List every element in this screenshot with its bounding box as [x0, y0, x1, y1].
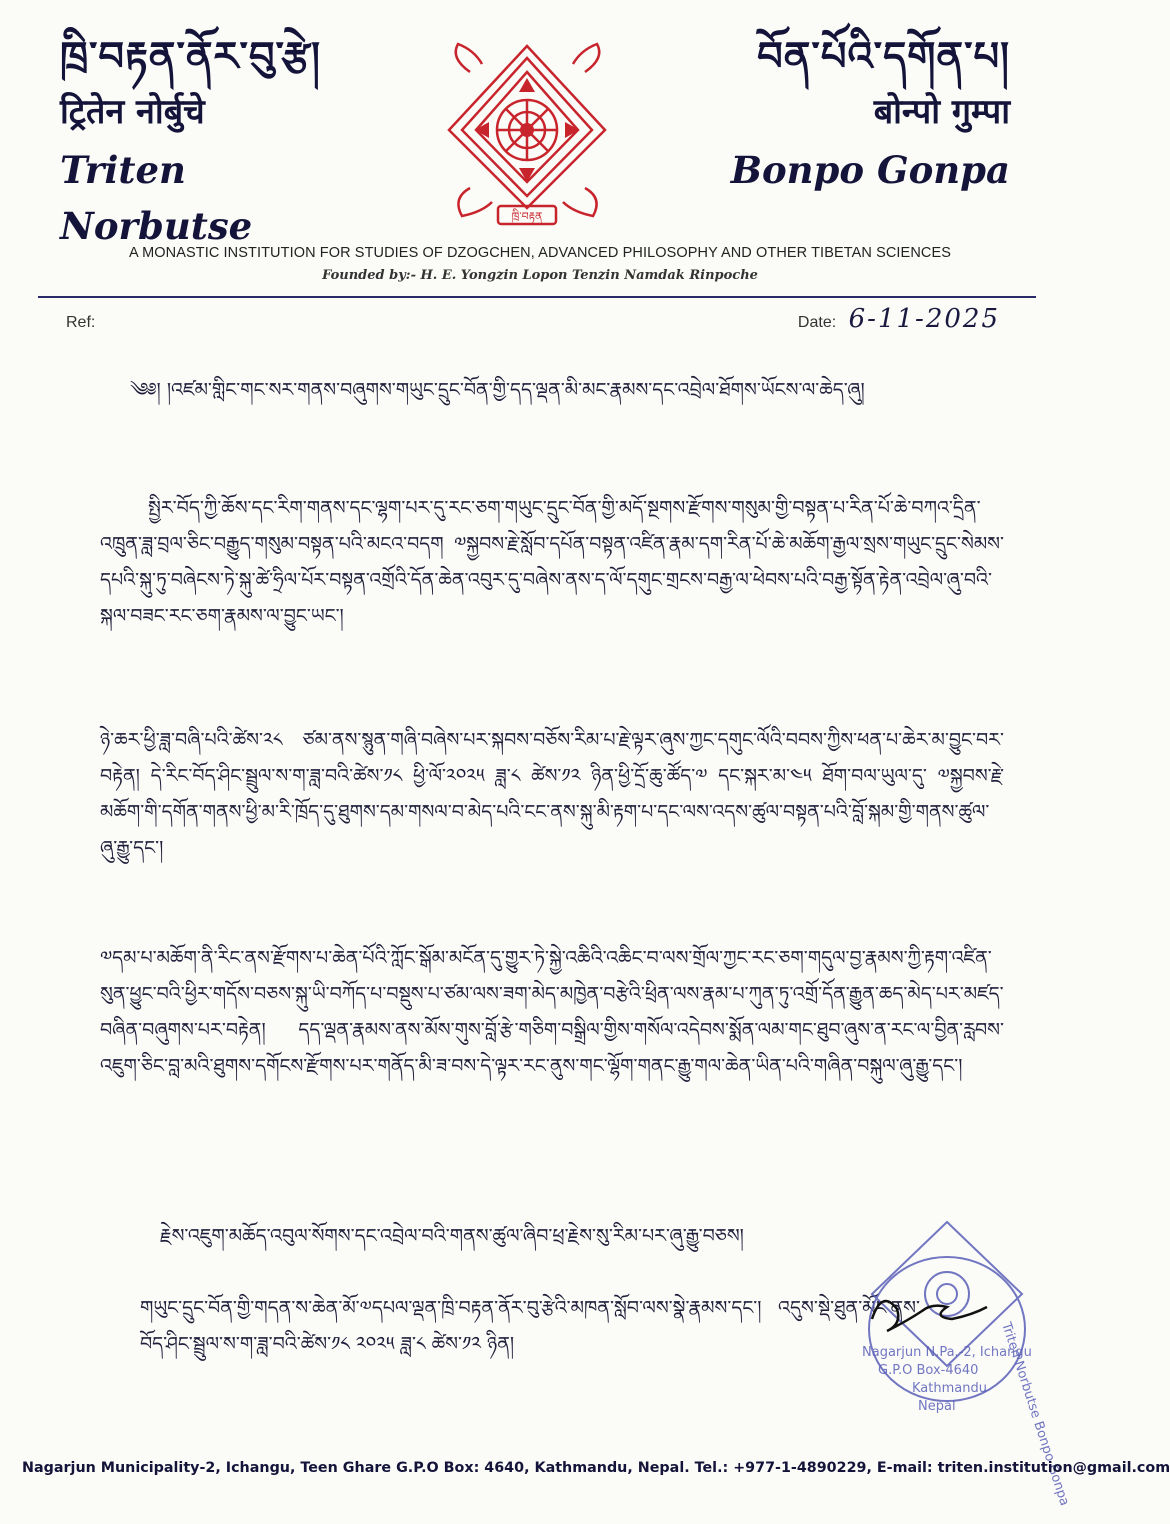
- stamp-city-line: Kathmandu: [912, 1381, 987, 1396]
- tibetan-name-left: ཁྲི་བརྟན་ནོར་བུ་རྩེ།: [60, 33, 321, 80]
- stamp-address-line: Nagarjun N.Pa.-2, Ichangu: [862, 1345, 1032, 1360]
- devanagari-name-right: बोन्पो गुम्पा: [873, 92, 1010, 132]
- salutation-paragraph: ༄༅། །འཛམ་གླིང་གང་སར་གནས་བཞུགས་གཡུང་དྲུང་བོན་གྱི་དད་ལྡན་མི་མང་རྣམས་དང་འབྲེལ་ཐོགས་ཡོངས་ལ་ཆེད་ཞུ།: [130, 379, 865, 401]
- english-name-left: Triten Norbutse: [60, 148, 253, 248]
- date-label: Date:: [797, 314, 837, 331]
- header-divider: [38, 296, 1036, 298]
- institution-tagline: A MONASTIC INSTITUTION FOR STUDIES OF DZOGCHEN, ADVANCED PHILOSOPHY AND OTHER TIBETAN SCIENCES: [128, 245, 952, 261]
- stamp-country-line: Nepal: [918, 1399, 956, 1414]
- date-value: 6-11-2025: [848, 304, 1000, 334]
- devanagari-name-left: ट्रितेन नोर्बुचे: [60, 92, 205, 132]
- closing-paragraph: གཡུང་དྲུང་བོན་གྱི་གདན་ས་ཆེན་མོ་༧དཔལ་ལྡན་ཁྲི་བརྟན་ནོར་བུ་རྩེའི་མཁན་སློབ་ལས་སྣེ་རྣམས་དང་། འདུས་སྡེ་ཐུན་མོང་ནས་བོད་ཤིང་སྦྲུལ་ས་ག་ཟླ་བའི་ཚེས་༡༨ ༢༠༢༥ ཟླ་༨ ཚེས་༡༢ ཉིན།: [140, 1297, 920, 1355]
- swastika-emblem-logo: [440, 38, 615, 228]
- header-left: [60, 28, 390, 254]
- logo-text: ཁྲི་བརྟན: [511, 210, 543, 223]
- founder-line: Founded by:- H. E. Yongzin Lopon Tenzin Namdak Rinpoche: [322, 268, 758, 283]
- english-name-right: Bonpo Gonpa: [730, 148, 1010, 192]
- body-paragraph-3: ༧དམ་པ་མཆོག་ནི་རིང་ནས་རྫོགས་པ་ཆེན་པོའི་ཀློང་སྒོམ་མངོན་དུ་གྱུར་ཏེ་སྐྱེ་འཆིའི་འཆིང་བ་ལས་གྲོལ་ཀྱང་རང་ཅག་གདུལ་བྱ་རྣམས་ཀྱི་རྟག་འཛིན་སུན་ཕྱུང་བའི་ཕྱིར་གདོས་བཅས་སྐུ་ཡི་བཀོད་པ་བསྡུས་པ་ཙམ་ལས་ཟག་མེད་མཁྱེན་བརྩེའི་ཕྲིན་ལས་རྣམ་པ་ཀུན་ཏུ་འགྲོ་དོན་རྒྱུན་ཆད་མེད་པར་མཛད་བཞིན་བཞུགས་པར་བརྟེན། དད་ལྡན་རྣམས་ནས་མོས་གུས་བློ་རྩེ་གཅིག་བསྒྲིལ་གྱིས་གསོལ་འདེབས་སྨོན་ལམ་གང་ཐུབ་ཞུས་ན་རང་ལ་བྱིན་རླབས་འཇུག་ཅིང་བླ་མའི་ཐུགས་དགོངས་རྫོགས་པར་གནོད་མི་ཟ་བས་དེ་ལྟར་རང་ནུས་གང་ལྷོག་གནང་རྒྱུ་གལ་ཆེན་ཡིན་པའི་གཞིན་བསྐུལ་ཞུ་རྒྱུ་དང་།: [100, 947, 1004, 1077]
- date-field: [798, 304, 1000, 334]
- body-paragraph-1: སྤྱིར་བོད་ཀྱི་ཆོས་དང་རིག་གནས་དང་ལྷག་པར་དུ་རང་ཅག་གཡུང་དྲུང་བོན་གྱི་མདོ་སྔགས་རྫོགས་གསུམ་གྱི་བསྟན་པ་རིན་པོ་ཆེ་བཀའ་དྲིན་འཁྲུན་ཟླ་བྲལ་ཅིང་བརྒྱུད་གསུམ་བསྟན་པའི་མངའ་བདག ༧སྐྱབས་རྗེ་སློབ་དཔོན་བསྟན་འཛིན་རྣམ་དག་རིན་པོ་ཆེ་མཆོག་རྒྱལ་སྲས་གཡུང་དྲུང་སེམས་དཔའི་སྐུ་ཏུ་བཞེངས་ཏེ་སྐུ་ཚེ་ཧྲིལ་པོར་བསྟན་འགྲོའི་དོན་ཆེན་འབུར་དུ་བཞེས་ནས་ད་ལོ་དགུང་གྲངས་བརྒྱ་ལ་ཕེབས་པའི་བརྒྱ་སྟོན་རྟེན་འབྲེལ་ཞུ་བའི་སྐལ་བཟང་རང་ཅག་རྣམས་ལ་བྱུང་ཡང་།: [100, 497, 1004, 627]
- body-paragraph-4: རྗེས་འཇུག་མཆོད་འབུལ་སོགས་དང་འབྲེལ་བའི་གནས་ཚུལ་ཞིབ་ཕྲ་རྗེས་སུ་རིམ་པར་ཞུ་རྒྱུ་བཅས།: [160, 1225, 744, 1247]
- stamp-box-line: G.P.O Box-4640: [878, 1363, 979, 1378]
- footer-contact: Nagarjun Municipality-2, Ichangu, Teen Ghare G.P.O Box: 4640, Kathmandu, Nepal. Tel.: +977-1-4890229, E-mail: triten.institution@gmail.com: [22, 1460, 1170, 1476]
- ref-label: Ref:: [66, 314, 96, 331]
- tibetan-name-right: བོན་པོའི་དགོན་པ།: [757, 33, 1010, 80]
- header-right: [680, 28, 1010, 198]
- seal-stamp: [852, 1214, 1072, 1508]
- signature: [872, 1301, 987, 1331]
- body-paragraph-2: ཉེ་ཆར་ཕྱི་ཟླ་བཞི་པའི་ཚེས་༢༨ ཙམ་ནས་སྙུན་གཞི་བཞེས་པར་སྐབས་བཅོས་རིམ་པ་རྗེ་ལྟར་ཞུས་ཀྱང་དགུང་ལོའི་བབས་ཀྱིས་ཕན་པ་ཆེར་མ་བྱུང་བར་བརྟེན། དེ་རིང་བོད་ཤིང་སྦྲུལ་ས་ག་ཟླ་བའི་ཚེས་༡༨ ཕྱི་ལོ་༢༠༢༥ ཟླ་༨ ཚེས་༡༢ ཉིན་ཕྱི་དྲོ་ཆུ་ཚོད་༧ དང་སྐར་མ་༤༥ ཐོག་བལ་ཡུལ་དུ་ ༧སྐྱབས་རྗེ་མཆོག་གི་དགོན་གནས་ཕྱི་མ་རི་ཁྲོད་དུ་ཐུགས་དམ་གསལ་བ་མེད་པའི་ངང་ནས་སྐུ་མི་རྟག་པ་དང་ལས་འདས་ཚུལ་བསྟན་པའི་བློ་སྐམ་གྱི་གནས་ཚུལ་ཞུ་རྒྱུ་དང་།: [100, 729, 1004, 859]
- stamp-ring-text: Triten Norbutse Bonpo Gonpa: [998, 1320, 1072, 1508]
